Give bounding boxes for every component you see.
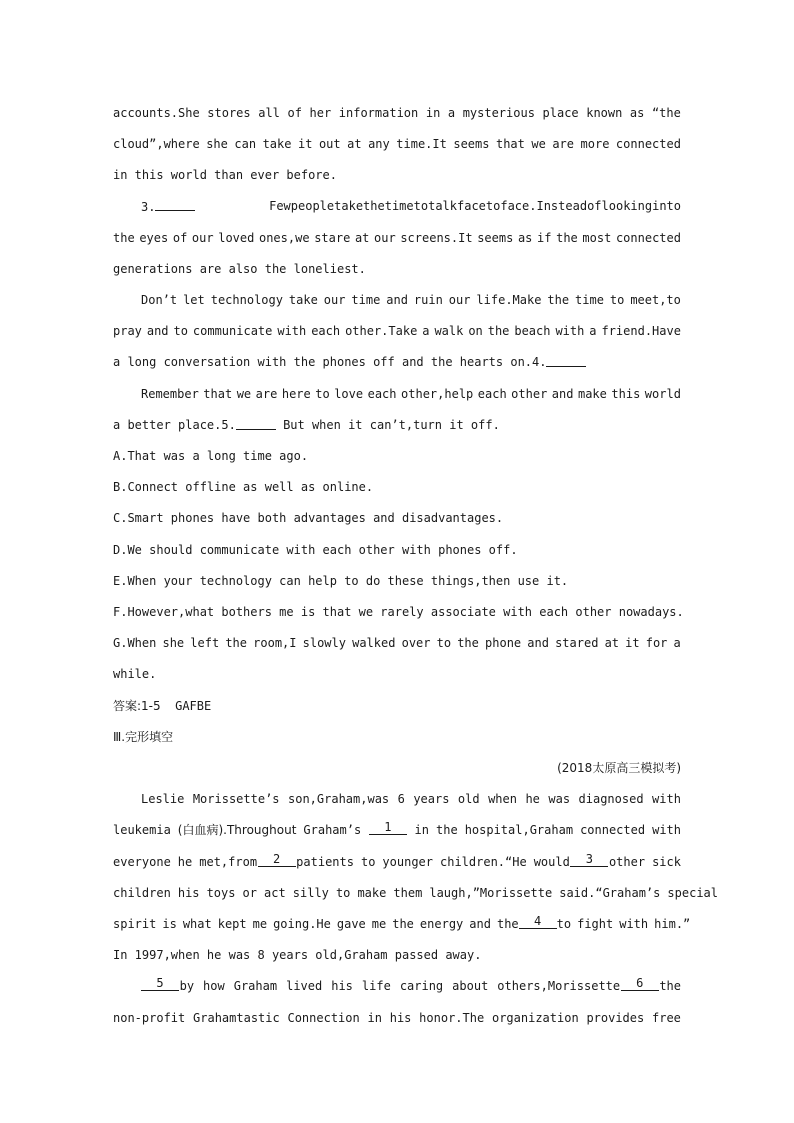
- word: them: [393, 886, 423, 900]
- word: to: [173, 324, 188, 338]
- word: when: [488, 792, 517, 806]
- word: ones,we: [258, 231, 310, 245]
- word: the: [457, 636, 479, 650]
- text-line: [141, 789, 681, 809]
- word: hospital,Graham: [464, 823, 574, 837]
- word: at: [604, 636, 620, 650]
- word: Don’t: [141, 293, 178, 307]
- word: more: [580, 137, 610, 151]
- word: energy: [419, 917, 464, 931]
- word: as: [629, 106, 645, 120]
- word: meet,to: [630, 293, 681, 307]
- answer-label: 答案:1-5: [113, 699, 161, 713]
- word: or: [242, 886, 257, 900]
- word: years: [413, 792, 450, 806]
- word: to: [609, 293, 625, 307]
- word: of: [587, 199, 602, 213]
- word: our: [191, 231, 214, 245]
- option-f: F.However,what bothers me is that we rarely associate with each other nowadays.: [113, 605, 684, 619]
- word: organization: [491, 1011, 579, 1025]
- word: face.Instead: [500, 199, 588, 213]
- word: how: [203, 979, 225, 993]
- word: let: [183, 293, 205, 307]
- word: talk: [428, 199, 457, 213]
- word: world: [644, 387, 681, 401]
- word: laugh,”Morissette: [429, 886, 553, 900]
- word: people: [290, 199, 335, 213]
- word: in: [425, 106, 441, 120]
- text-line: [113, 852, 681, 872]
- word: Remember: [141, 387, 199, 401]
- word: make: [357, 886, 387, 900]
- word: him.”: [654, 917, 691, 931]
- word: life.Make: [476, 293, 542, 307]
- word: Connection: [287, 1011, 360, 1025]
- word: it: [625, 636, 640, 650]
- word: here: [281, 387, 311, 401]
- word: out: [318, 137, 341, 151]
- text-words: [296, 852, 570, 872]
- word: and: [551, 387, 574, 401]
- word: time: [575, 293, 604, 307]
- cloze-blank-6: 6: [621, 976, 659, 991]
- word: fight: [577, 917, 614, 931]
- word: the: [556, 231, 578, 245]
- word: kept: [217, 917, 247, 931]
- word: looking: [601, 199, 653, 213]
- word: stared: [555, 636, 599, 650]
- word: in: [367, 1011, 382, 1025]
- text-line: [113, 228, 681, 248]
- word: place: [542, 106, 579, 120]
- word: information: [338, 106, 419, 120]
- word: our: [448, 293, 471, 307]
- cloze-blank-4: 4: [519, 914, 557, 929]
- text-line: [113, 883, 718, 903]
- word: she: [162, 636, 185, 650]
- word: the: [547, 293, 570, 307]
- text-line: In 1997,when he was 8 years old,Graham passed away.: [113, 948, 482, 962]
- word: any: [368, 137, 390, 151]
- word: take: [262, 137, 292, 151]
- word: slowly: [302, 636, 346, 650]
- word: he: [525, 792, 540, 806]
- word: (白血病).Throughout: [177, 823, 297, 837]
- word: “the: [651, 106, 681, 120]
- word: going.He: [273, 917, 331, 931]
- word: and: [386, 293, 408, 307]
- word: friend.Have: [601, 324, 681, 338]
- word: all: [258, 106, 280, 120]
- option-d: D.We should communicate with each other with phones off.: [113, 543, 518, 557]
- word: take: [334, 199, 364, 213]
- word: stare: [314, 231, 351, 245]
- word: Grahamtastic: [193, 1011, 280, 1025]
- word: free: [652, 1011, 681, 1025]
- word: gave: [336, 917, 366, 931]
- answer-blank-3: [155, 196, 195, 211]
- word: technology: [210, 293, 283, 307]
- word: children.“He: [440, 855, 527, 869]
- word: and: [469, 917, 491, 931]
- word: me: [371, 917, 387, 931]
- word: over: [401, 636, 431, 650]
- word: his: [177, 886, 200, 900]
- word: seems: [477, 231, 514, 245]
- word: left: [190, 636, 220, 650]
- word: Graham’s: [303, 823, 362, 837]
- word: each: [477, 387, 507, 401]
- word: he: [177, 855, 193, 869]
- word: the: [225, 636, 248, 650]
- word: leukemia: [113, 823, 171, 837]
- answer-value: GAFBE: [175, 699, 212, 713]
- word: of: [287, 106, 302, 120]
- word: patients: [296, 855, 354, 869]
- word: life: [361, 979, 391, 993]
- word: other,help: [401, 387, 474, 401]
- word: caring: [399, 979, 444, 993]
- word: non-profit: [113, 1011, 186, 1025]
- word: me: [252, 917, 268, 931]
- word: with: [652, 792, 681, 806]
- option-g: [113, 633, 681, 653]
- word: with: [619, 917, 649, 931]
- answer-blank-5: [236, 415, 276, 430]
- word: in this world than ever before.: [113, 168, 337, 182]
- word: to: [485, 199, 501, 213]
- word: of: [172, 231, 188, 245]
- question-number: 3.: [141, 196, 195, 216]
- word: walked: [352, 636, 396, 650]
- text-line: generations are also the loneliest.: [113, 262, 366, 276]
- text-words: [415, 820, 681, 840]
- cloze-blank-1: 1: [369, 820, 407, 835]
- word: the: [113, 231, 135, 245]
- word: children: [113, 886, 171, 900]
- text-line: a better place.5. But when it can’t,turn it off.: [113, 415, 681, 435]
- word: met,from: [199, 855, 258, 869]
- word: as: [517, 231, 533, 245]
- word: our: [374, 231, 396, 245]
- word: Leslie: [141, 792, 185, 806]
- text-line: a long conversation with the phones off and the hearts on.4.: [113, 352, 681, 372]
- word: loved: [218, 231, 255, 245]
- word: the: [363, 199, 385, 213]
- word: and: [527, 636, 549, 650]
- word: she: [206, 137, 228, 151]
- word: sick: [652, 855, 681, 869]
- word: his: [331, 979, 353, 993]
- text-line: [113, 1008, 681, 1028]
- word: time.It: [396, 137, 447, 151]
- text-words: [113, 852, 257, 872]
- word: was: [548, 792, 571, 806]
- text-line: [113, 165, 681, 185]
- text-word: the: [659, 979, 681, 993]
- word: take: [288, 293, 318, 307]
- word: this: [611, 387, 641, 401]
- word: can: [234, 137, 257, 151]
- word: G.When: [113, 636, 157, 650]
- word: if: [537, 231, 552, 245]
- text-words: [557, 914, 691, 934]
- word: everyone: [113, 855, 171, 869]
- text-line: [113, 134, 681, 154]
- word: the: [496, 917, 519, 931]
- word: love: [334, 387, 364, 401]
- word: connected: [580, 823, 646, 837]
- word: accounts.She: [113, 106, 200, 120]
- word: about: [452, 979, 489, 993]
- word: what: [182, 917, 212, 931]
- word: that: [495, 137, 525, 151]
- word: the: [487, 324, 510, 338]
- word: seems: [453, 137, 490, 151]
- word: each: [367, 387, 397, 401]
- word: lived: [286, 979, 323, 993]
- word: Few: [269, 199, 291, 213]
- word: walk: [434, 324, 464, 338]
- question-3-line: [141, 196, 681, 216]
- text-line: [113, 820, 681, 840]
- word: to: [360, 855, 376, 869]
- word: time: [351, 293, 381, 307]
- word: connected: [615, 231, 681, 245]
- word: other: [511, 387, 548, 401]
- word: younger: [382, 855, 433, 869]
- option-a: A.That was a long time ago.: [113, 449, 309, 463]
- word: for: [645, 636, 668, 650]
- word: room,I: [253, 636, 297, 650]
- text-words: [609, 852, 681, 872]
- text-words: [180, 976, 621, 996]
- word: with: [652, 823, 681, 837]
- section-source: (2018太原高三模拟考): [557, 761, 681, 775]
- word: known: [586, 106, 623, 120]
- text-words: [113, 914, 519, 934]
- word: beach: [514, 324, 551, 338]
- word: we: [531, 137, 546, 151]
- word: to: [436, 636, 452, 650]
- word: would: [533, 855, 570, 869]
- word: with: [277, 324, 307, 338]
- word: in: [414, 823, 429, 837]
- word: our: [323, 293, 346, 307]
- cloze-blank-2: 2: [258, 852, 296, 867]
- option-e: E.When your technology can help to do these things,then use it.: [113, 574, 569, 588]
- word: each: [311, 324, 341, 338]
- word: most: [582, 231, 612, 245]
- option-g-cont: while.: [113, 667, 157, 681]
- text-line: [113, 103, 681, 123]
- word: are: [255, 387, 278, 401]
- word: her: [309, 106, 332, 120]
- word: old: [457, 792, 480, 806]
- word: at: [354, 231, 370, 245]
- word: the: [392, 917, 414, 931]
- word: the: [436, 823, 458, 837]
- word: 6: [397, 792, 405, 806]
- word: into: [652, 199, 681, 213]
- word: a: [422, 324, 430, 338]
- word: a: [589, 324, 597, 338]
- word: connected: [615, 137, 681, 151]
- word: to: [335, 886, 351, 900]
- word: face: [457, 199, 486, 213]
- text-line: [113, 321, 681, 341]
- word: is: [162, 917, 177, 931]
- word: to: [556, 917, 572, 931]
- word: a: [447, 106, 456, 120]
- word: we: [236, 387, 252, 401]
- word: other: [608, 855, 646, 869]
- word: said.“Graham’s: [559, 886, 661, 900]
- word: and: [146, 324, 169, 338]
- word: his: [389, 1011, 412, 1025]
- cloze-blank-3: 3: [570, 852, 608, 867]
- option-b: B.Connect offline as well as online.: [113, 480, 374, 494]
- word: pray: [113, 324, 142, 338]
- word: special: [667, 886, 718, 900]
- word: to: [315, 387, 330, 401]
- text-words: [113, 820, 361, 840]
- text-line: [141, 290, 681, 310]
- word: act: [264, 886, 286, 900]
- option-c: C.Smart phones have both advantages and disadvantages.: [113, 511, 504, 525]
- word: provides: [586, 1011, 645, 1025]
- word: cloud”,where: [113, 137, 200, 151]
- text-words: [269, 196, 681, 216]
- word: phone: [485, 636, 522, 650]
- word: Graham: [233, 979, 278, 993]
- word: stores: [207, 106, 251, 120]
- answer-blank-4: [546, 352, 586, 367]
- word: it: [297, 137, 313, 151]
- word: communicate: [192, 324, 273, 338]
- word: by: [179, 979, 195, 993]
- text-line: [113, 914, 691, 934]
- word: a: [673, 636, 681, 650]
- section-title: Ⅲ.完形填空: [113, 730, 174, 744]
- word: diagnosed: [578, 792, 644, 806]
- word: honor.The: [419, 1011, 485, 1025]
- word: at: [347, 137, 362, 151]
- answer-line: [113, 696, 681, 716]
- word: mysterious: [462, 106, 535, 120]
- word: make: [577, 387, 607, 401]
- word: time: [384, 199, 414, 213]
- word: spirit: [113, 917, 157, 931]
- cloze-blank-5: 5: [141, 976, 179, 991]
- word: to: [413, 199, 429, 213]
- word: others,Morissette: [497, 979, 621, 993]
- word: with: [555, 324, 585, 338]
- text-line: [141, 976, 681, 996]
- word: Morissette’s: [192, 792, 280, 806]
- text-line: [141, 384, 681, 404]
- word: eyes: [139, 231, 169, 245]
- word: son,Graham,was: [288, 792, 390, 806]
- word: that: [203, 387, 233, 401]
- word: silly: [292, 886, 329, 900]
- word: screens.It: [400, 231, 473, 245]
- word: toys: [206, 886, 236, 900]
- word: ruin: [413, 293, 443, 307]
- word: on: [468, 324, 483, 338]
- word: are: [552, 137, 575, 151]
- word: other.Take: [345, 324, 418, 338]
